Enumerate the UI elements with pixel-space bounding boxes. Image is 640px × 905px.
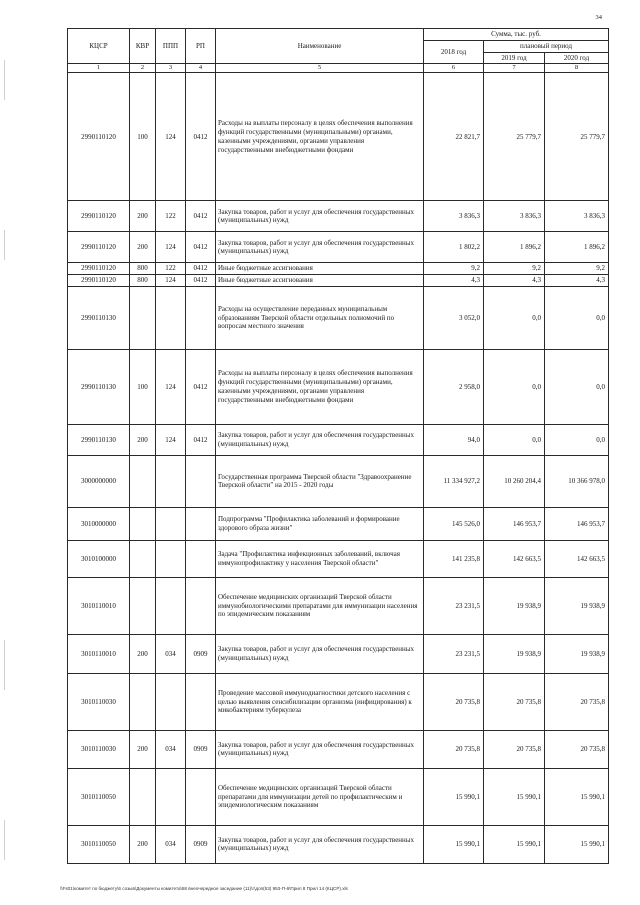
- value-2020-cell: 19 938,9: [545, 577, 609, 634]
- value-2018-cell: 23 231,5: [424, 577, 484, 634]
- column-number: 6: [424, 64, 484, 73]
- value-2020-cell: 0,0: [545, 349, 609, 424]
- value-2018-cell: 23 231,5: [424, 634, 484, 673]
- table-row: [68, 768, 609, 825]
- kcsr-cell: 2990110130: [68, 349, 130, 424]
- value-2019-cell: 9,2: [484, 263, 545, 275]
- name-cell: Закупка товаров, работ и услуг для обеспечения государственных (муниципальных) нужд: [216, 730, 424, 768]
- kvr-cell: 800: [130, 263, 156, 275]
- table-row: [68, 73, 609, 201]
- header-planned-period: плановый период: [484, 40, 609, 52]
- value-2020-cell: 20 735,8: [545, 730, 609, 768]
- rp-cell: [186, 673, 216, 730]
- kvr-cell: 800: [130, 275, 156, 287]
- page-number: 34: [595, 14, 602, 21]
- header-rp: РП: [186, 29, 216, 64]
- column-number: 7: [484, 64, 545, 73]
- kvr-cell: 200: [130, 634, 156, 673]
- value-2018-cell: 4,3: [424, 275, 484, 287]
- value-2018-cell: 145 526,0: [424, 507, 484, 540]
- ppp-cell: 124: [156, 73, 186, 201]
- kcsr-cell: 3010100000: [68, 540, 130, 577]
- kvr-cell: 200: [130, 825, 156, 863]
- ppp-cell: 034: [156, 825, 186, 863]
- header-year-2018: 2018 год: [424, 40, 484, 64]
- column-number: 8: [545, 64, 609, 73]
- value-2018-cell: 20 735,8: [424, 730, 484, 768]
- value-2020-cell: 9,2: [545, 263, 609, 275]
- name-cell: Обеспечение медицинских организаций Тверской области иммунобиологическими препаратами для иммунизации населения по эпидемическим показаниям: [216, 577, 424, 634]
- table-row: [68, 286, 609, 349]
- value-2018-cell: 94,0: [424, 424, 484, 455]
- kvr-cell: 100: [130, 73, 156, 201]
- name-cell: Проведение массовой иммунодиагностики детского населения с целью выявления сенсибилизации организма (инфицирования) к микобактериям туберкулеза: [216, 673, 424, 730]
- kcsr-cell: 2990110120: [68, 201, 130, 232]
- table-row: [68, 263, 609, 275]
- table-row: [68, 424, 609, 455]
- kcsr-cell: 2990110120: [68, 263, 130, 275]
- kvr-cell: 200: [130, 201, 156, 232]
- value-2018-cell: 11 334 927,2: [424, 455, 484, 507]
- kcsr-cell: 2990110120: [68, 275, 130, 287]
- value-2019-cell: 1 896,2: [484, 232, 545, 263]
- kvr-cell: [130, 540, 156, 577]
- kvr-cell: [130, 286, 156, 349]
- header-sum: Сумма, тыс. руб.: [424, 29, 609, 41]
- kvr-cell: [130, 455, 156, 507]
- rp-cell: [186, 455, 216, 507]
- value-2020-cell: 0,0: [545, 286, 609, 349]
- rp-cell: [186, 540, 216, 577]
- value-2020-cell: 4,3: [545, 275, 609, 287]
- name-cell: Обеспечение медицинских организаций Тверской области препаратами для иммунизации детей по профилактическим и эпидемиологическим показаниям: [216, 768, 424, 825]
- name-cell: Подпрограмма "Профилактика заболеваний и формирование здорового образа жизни": [216, 507, 424, 540]
- value-2019-cell: 20 735,8: [484, 730, 545, 768]
- value-2019-cell: 146 953,7: [484, 507, 545, 540]
- rp-cell: 0412: [186, 424, 216, 455]
- value-2019-cell: 25 779,7: [484, 73, 545, 201]
- rp-cell: 0412: [186, 263, 216, 275]
- kcsr-cell: 3010110050: [68, 825, 130, 863]
- value-2019-cell: 4,3: [484, 275, 545, 287]
- value-2019-cell: 19 938,9: [484, 577, 545, 634]
- header-name: Наименование: [216, 29, 424, 64]
- name-cell: Закупка товаров, работ и услуг для обеспечения государственных (муниципальных) нужд: [216, 634, 424, 673]
- name-cell: Расходы на выплаты персоналу в целях обеспечения выполнения функций государственными (муниципальными) органами, казенными учреждениями, органами управления государственными внебюджетными фондами: [216, 349, 424, 424]
- value-2019-cell: 15 990,1: [484, 825, 545, 863]
- value-2020-cell: 25 779,7: [545, 73, 609, 201]
- header-ppp: ППП: [156, 29, 186, 64]
- value-2020-cell: 0,0: [545, 424, 609, 455]
- column-number: 4: [186, 64, 216, 73]
- value-2018-cell: 3 836,3: [424, 201, 484, 232]
- name-cell: Закупка товаров, работ и услуг для обеспечения государственных (муниципальных) нужд: [216, 825, 424, 863]
- left-margin-mark: [4, 820, 5, 860]
- rp-cell: 0412: [186, 349, 216, 424]
- ppp-cell: 034: [156, 730, 186, 768]
- value-2020-cell: 142 663,5: [545, 540, 609, 577]
- table-row: [68, 825, 609, 863]
- rp-cell: 0412: [186, 201, 216, 232]
- name-cell: Расходы на выплаты персоналу в целях обеспечения выполнения функций государственными (муниципальными) органами, казенными учреждениями, органами управления государственными внебюджетными фондами: [216, 73, 424, 201]
- name-cell: Закупка товаров, работ и услуг для обеспечения государственных (муниципальных) нужд: [216, 232, 424, 263]
- header-kcsr: КЦСР: [68, 29, 130, 64]
- kcsr-cell: 3010110050: [68, 768, 130, 825]
- rp-cell: 0412: [186, 275, 216, 287]
- table-row: [68, 634, 609, 673]
- value-2018-cell: 9,2: [424, 263, 484, 275]
- column-number: 3: [156, 64, 186, 73]
- value-2020-cell: 10 366 978,0: [545, 455, 609, 507]
- budget-table: [67, 28, 609, 864]
- ppp-cell: [156, 673, 186, 730]
- ppp-cell: 122: [156, 201, 186, 232]
- kcsr-cell: 3010000000: [68, 507, 130, 540]
- table-row: [68, 349, 609, 424]
- rp-cell: 0909: [186, 730, 216, 768]
- value-2018-cell: 1 802,2: [424, 232, 484, 263]
- value-2020-cell: 3 836,3: [545, 201, 609, 232]
- name-cell: Иные бюджетные ассигнования: [216, 275, 424, 287]
- name-cell: Закупка товаров, работ и услуг для обеспечения государственных (муниципальных) нужд: [216, 424, 424, 455]
- table-row: [68, 455, 609, 507]
- ppp-cell: 124: [156, 232, 186, 263]
- column-number-row: [68, 64, 609, 73]
- rp-cell: [186, 507, 216, 540]
- header-year-2019: 2019 год: [484, 52, 545, 64]
- value-2019-cell: 10 260 204,4: [484, 455, 545, 507]
- value-2019-cell: 0,0: [484, 286, 545, 349]
- column-number: 5: [216, 64, 424, 73]
- value-2019-cell: 3 836,3: [484, 201, 545, 232]
- value-2018-cell: 15 990,1: [424, 825, 484, 863]
- column-number: 2: [130, 64, 156, 73]
- kvr-cell: [130, 768, 156, 825]
- ppp-cell: [156, 768, 186, 825]
- ppp-cell: [156, 455, 186, 507]
- kvr-cell: [130, 673, 156, 730]
- kcsr-cell: 3000000000: [68, 455, 130, 507]
- ppp-cell: [156, 507, 186, 540]
- kvr-cell: 100: [130, 349, 156, 424]
- value-2020-cell: 20 735,8: [545, 673, 609, 730]
- value-2018-cell: 3 052,0: [424, 286, 484, 349]
- rp-cell: [186, 577, 216, 634]
- table-header: [68, 29, 609, 73]
- kvr-cell: [130, 507, 156, 540]
- table-row: [68, 730, 609, 768]
- name-cell: Закупка товаров, работ и услуг для обеспечения государственных (муниципальных) нужд: [216, 201, 424, 232]
- ppp-cell: [156, 540, 186, 577]
- file-path-footer: \\Fs01\комитет по бюджету\6 созыв\Документы комитета\58 внеочередное заседание (11)\г\доп(53) 953-П-6\Прил 8 Прил 14 (КЦСР).xls: [60, 886, 348, 891]
- ppp-cell: 122: [156, 263, 186, 275]
- value-2019-cell: 142 663,5: [484, 540, 545, 577]
- ppp-cell: 124: [156, 275, 186, 287]
- value-2018-cell: 141 235,8: [424, 540, 484, 577]
- rp-cell: 0909: [186, 825, 216, 863]
- header-year-2020: 2020 год: [545, 52, 609, 64]
- table-row: [68, 540, 609, 577]
- value-2018-cell: 2 958,0: [424, 349, 484, 424]
- value-2020-cell: 1 896,2: [545, 232, 609, 263]
- table-row: [68, 673, 609, 730]
- left-margin-mark: [4, 60, 5, 100]
- kvr-cell: [130, 577, 156, 634]
- value-2019-cell: 19 938,9: [484, 634, 545, 673]
- ppp-cell: 124: [156, 349, 186, 424]
- rp-cell: [186, 768, 216, 825]
- value-2019-cell: 15 990,1: [484, 768, 545, 825]
- ppp-cell: 124: [156, 424, 186, 455]
- table-row: [68, 232, 609, 263]
- kcsr-cell: 3010110010: [68, 577, 130, 634]
- value-2019-cell: 20 735,8: [484, 673, 545, 730]
- kcsr-cell: 2990110130: [68, 424, 130, 455]
- ppp-cell: [156, 286, 186, 349]
- left-margin-mark: [4, 230, 5, 260]
- rp-cell: 0412: [186, 73, 216, 201]
- rp-cell: 0909: [186, 634, 216, 673]
- kvr-cell: 200: [130, 232, 156, 263]
- name-cell: Расходы на осуществление переданных муниципальным образованиям Тверской области отдельных полномочий по вопросам местного значения: [216, 286, 424, 349]
- rp-cell: [186, 286, 216, 349]
- kcsr-cell: 2990110120: [68, 232, 130, 263]
- value-2020-cell: 19 938,9: [545, 634, 609, 673]
- table-row: [68, 275, 609, 287]
- kvr-cell: 200: [130, 730, 156, 768]
- ppp-cell: 034: [156, 634, 186, 673]
- column-number: 1: [68, 64, 130, 73]
- rp-cell: 0412: [186, 232, 216, 263]
- table-row: [68, 577, 609, 634]
- name-cell: Государственная программа Тверской области "Здравоохранение Тверской области" на 2015 - 2020 годы: [216, 455, 424, 507]
- value-2018-cell: 22 821,7: [424, 73, 484, 201]
- kvr-cell: 200: [130, 424, 156, 455]
- kcsr-cell: 3010110030: [68, 673, 130, 730]
- header-kvr: КВР: [130, 29, 156, 64]
- name-cell: Задача "Профилактика инфекционных заболеваний, включая иммунопрофилактику у населения Тверской области": [216, 540, 424, 577]
- value-2020-cell: 15 990,1: [545, 825, 609, 863]
- value-2020-cell: 146 953,7: [545, 507, 609, 540]
- kcsr-cell: 3010110030: [68, 730, 130, 768]
- left-margin-mark: [4, 640, 5, 690]
- value-2018-cell: 20 735,8: [424, 673, 484, 730]
- ppp-cell: [156, 577, 186, 634]
- value-2020-cell: 15 990,1: [545, 768, 609, 825]
- value-2019-cell: 0,0: [484, 424, 545, 455]
- kcsr-cell: 2990110120: [68, 73, 130, 201]
- value-2019-cell: 0,0: [484, 349, 545, 424]
- kcsr-cell: 2990110130: [68, 286, 130, 349]
- kcsr-cell: 3010110010: [68, 634, 130, 673]
- table-body: [68, 73, 609, 864]
- table-row: [68, 507, 609, 540]
- table-row: [68, 201, 609, 232]
- value-2018-cell: 15 990,1: [424, 768, 484, 825]
- name-cell: Иные бюджетные ассигнования: [216, 263, 424, 275]
